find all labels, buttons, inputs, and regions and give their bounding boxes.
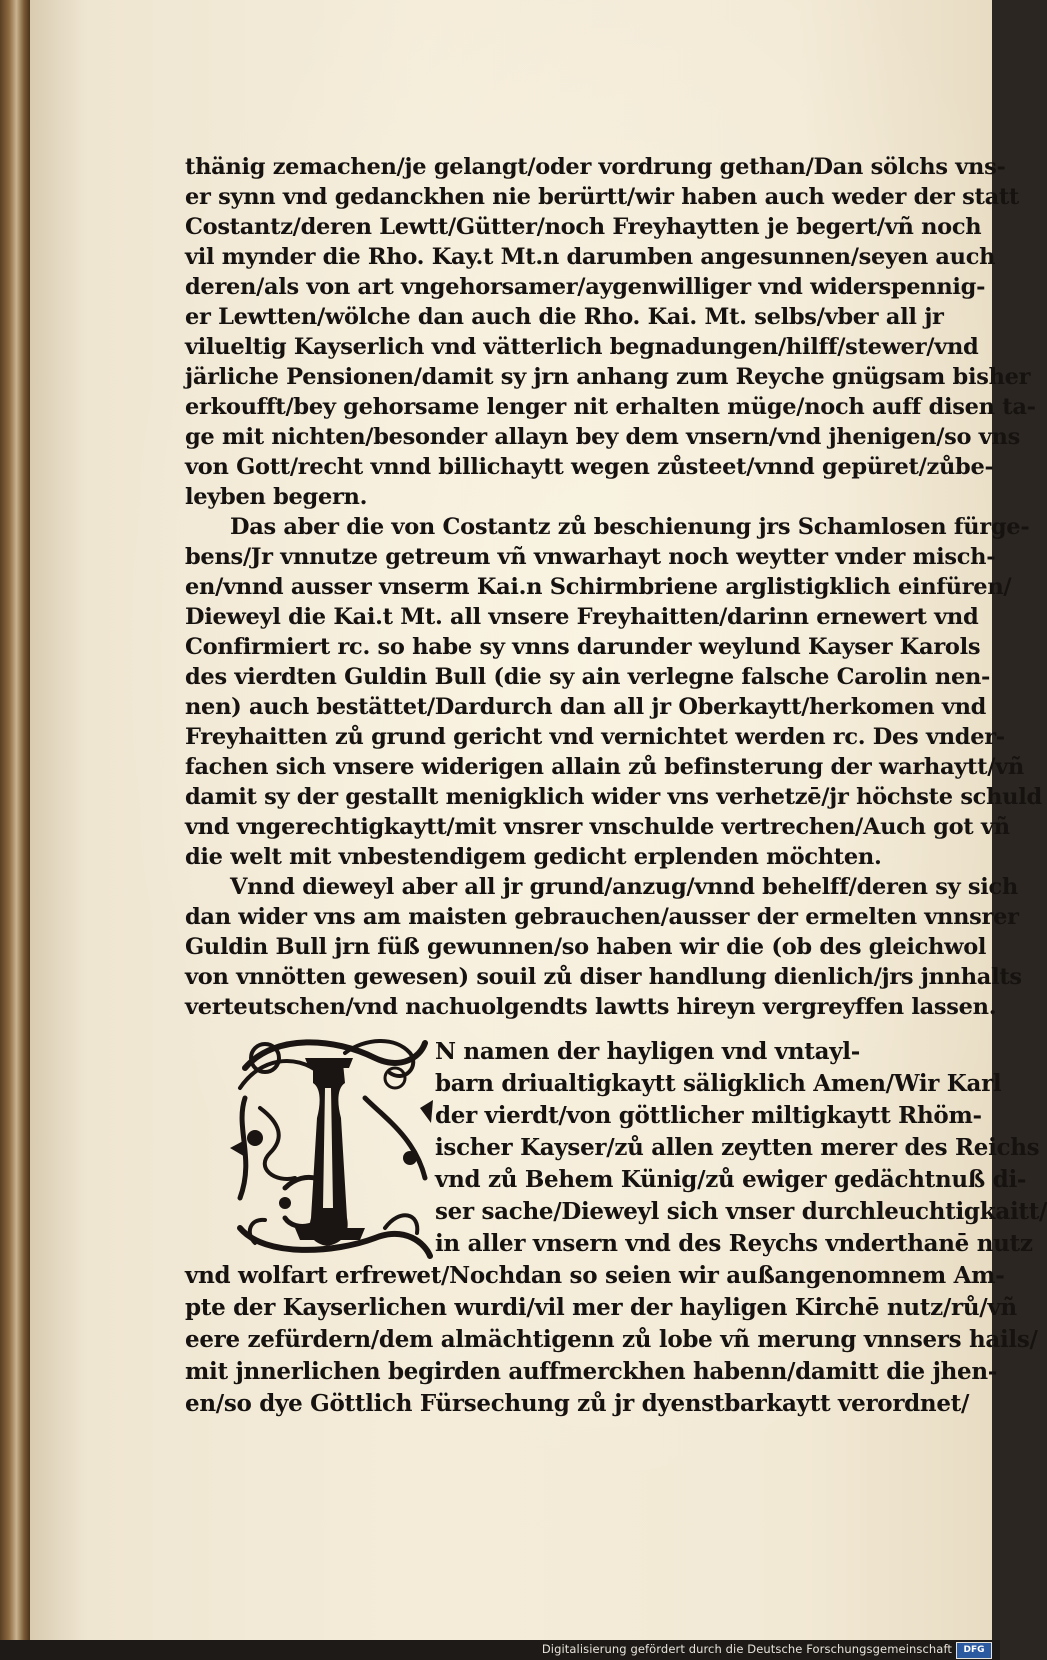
text-line: verteutschen/vnd nachuolgendts lawtts hireyn vergreyffen lassen.	[185, 994, 997, 1020]
text-line: von vnnötten gewesen) souil zů diser handlung dienlich/jrs jnnhalts	[185, 964, 1022, 990]
text-line: en/vnnd ausser vnserm Kai.n Schirmbriene arglistigklich einfüren/	[185, 574, 1012, 600]
text-line: mit jnnerlichen begirden auffmerckhen habenn/damitt die jhen-	[185, 1358, 998, 1385]
text-line: Dieweyl die Kai.t Mt. all vnsere Freyhaitten/darinn ernewert vnd	[185, 604, 979, 630]
text-line: Guldin Bull jrn füß gewunnen/so haben wir die (ob des gleichwol	[185, 934, 987, 960]
text-line: bens/Jr vnnutze getreum vñ vnwarhayt noch weytter vnder misch-	[185, 544, 996, 570]
text-line: leyben begern.	[185, 484, 368, 510]
text-line: N namen der hayligen vnd vntayl-	[435, 1038, 860, 1065]
text-line: Costantz/deren Lewtt/Gütter/noch Freyhaytten je begert/vñ noch	[185, 214, 982, 240]
text-line: nen) auch bestättet/Dardurch dan all jr Oberkaytt/herkomen vnd	[185, 694, 987, 720]
text-line: vnd zů Behem Künig/zů ewiger gedächtnuß di-	[435, 1166, 1027, 1193]
book-page	[30, 0, 1047, 1640]
text-line: barn driualtigkaytt säligklich Amen/Wir Karl	[435, 1070, 1002, 1097]
text-line: Confirmiert rc. so habe sy vnns darunder weylund Kayser Karols	[185, 634, 981, 660]
charter-block	[185, 1036, 1047, 1420]
text-line: thänig zemachen/je gelangt/oder vordrung gethan/Dan sölchs vns-	[185, 154, 1006, 180]
text-line: ser sache/Dieweyl sich vnser durchleuchtigkaitt/	[435, 1198, 1047, 1225]
text-line: Vnnd dieweyl aber all jr grund/anzug/vnnd behelff/deren sy sich	[230, 874, 1018, 900]
text-line: vilueltig Kayserlich vnd vätterlich begnadungen/hilff/stewer/vnd	[185, 334, 979, 360]
text-line: ge mit nichten/besonder allayn bey dem vnsern/vnd jhenigen/so vns	[185, 424, 1020, 450]
text-line: eere zefürdern/dem almächtigenn zů lobe vñ merung vnnsers hails/	[185, 1326, 1038, 1353]
text-line: dan wider vns am maisten gebrauchen/ausser der ermelten vnnsrer	[185, 904, 1019, 930]
text-line: damit sy der gestallt menigklich wider vns verhetzē/jr höchste schuld	[185, 784, 1042, 810]
text-line: der vierdt/von göttlicher miltigkaytt Rhöm-	[435, 1102, 982, 1129]
text-line: fachen sich vnsere widerigen allain zů befinsterung der warhaytt/vñ	[185, 754, 1024, 780]
text-line: in aller vnsern vnd des Reychs vnderthanē nutz	[435, 1230, 1033, 1257]
book-spine	[0, 0, 30, 1640]
funding-notice: Digitalisierung gefördert durch die Deutsche Forschungsgemeinschaft	[541, 1642, 952, 1656]
text-line: ischer Kayser/zů allen zeytten merer des Reichs	[435, 1134, 1040, 1161]
footer-bar	[0, 1640, 1000, 1660]
text-line: vnd wolfart erfrewet/Nochdan so seien wir außangenomnem Am-	[185, 1262, 1005, 1289]
text-line: vnd vngerechtigkaytt/mit vnsrer vnschulde vertrechen/Auch got vñ	[185, 814, 1010, 840]
text-line: die welt mit vnbestendigem gedicht erplenden möchten.	[185, 844, 882, 870]
dfg-logo-icon: DFG	[956, 1642, 992, 1659]
text-line: en/so dye Göttlich Fürsechung zů jr dyenstbarkaytt verordnet/	[185, 1390, 970, 1417]
text-line: Das aber die von Costantz zů beschienung jrs Schamlosen fürge-	[230, 514, 1030, 540]
text-line: von Gott/recht vnnd billichaytt wegen zůsteet/vnnd gepüret/zůbe-	[185, 454, 994, 480]
text-block	[185, 152, 1042, 1022]
text-line: järliche Pensionen/damit sy jrn anhang zum Reyche gnügsam bisher	[185, 364, 1031, 390]
text-line: pte der Kayserlichen wurdi/vil mer der hayligen Kirchē nutz/rů/vñ	[185, 1294, 1017, 1321]
text-line: des vierdten Guldin Bull (die sy ain verlegne falsche Carolin nen-	[185, 664, 991, 690]
text-line: vil mynder die Rho. Kay.t Mt.n darumben angesunnen/seyen auch	[185, 244, 996, 270]
text-line: deren/als von art vngehorsamer/aygenwilliger vnd widerspennig-	[185, 274, 986, 300]
text-line: er synn vnd gedanckhen nie berürtt/wir haben auch weder der statt	[185, 184, 1020, 210]
text-line: erkoufft/bey gehorsame lenger nit erhalten müge/noch auff disen ta-	[185, 394, 1036, 420]
text-line: Freyhaitten zů grund gericht vnd vernichtet werden rc. Des vnder-	[185, 724, 1005, 750]
text-line: er Lewtten/wölche dan auch die Rho. Kai. Mt. selbs/vber all jr	[185, 304, 944, 330]
